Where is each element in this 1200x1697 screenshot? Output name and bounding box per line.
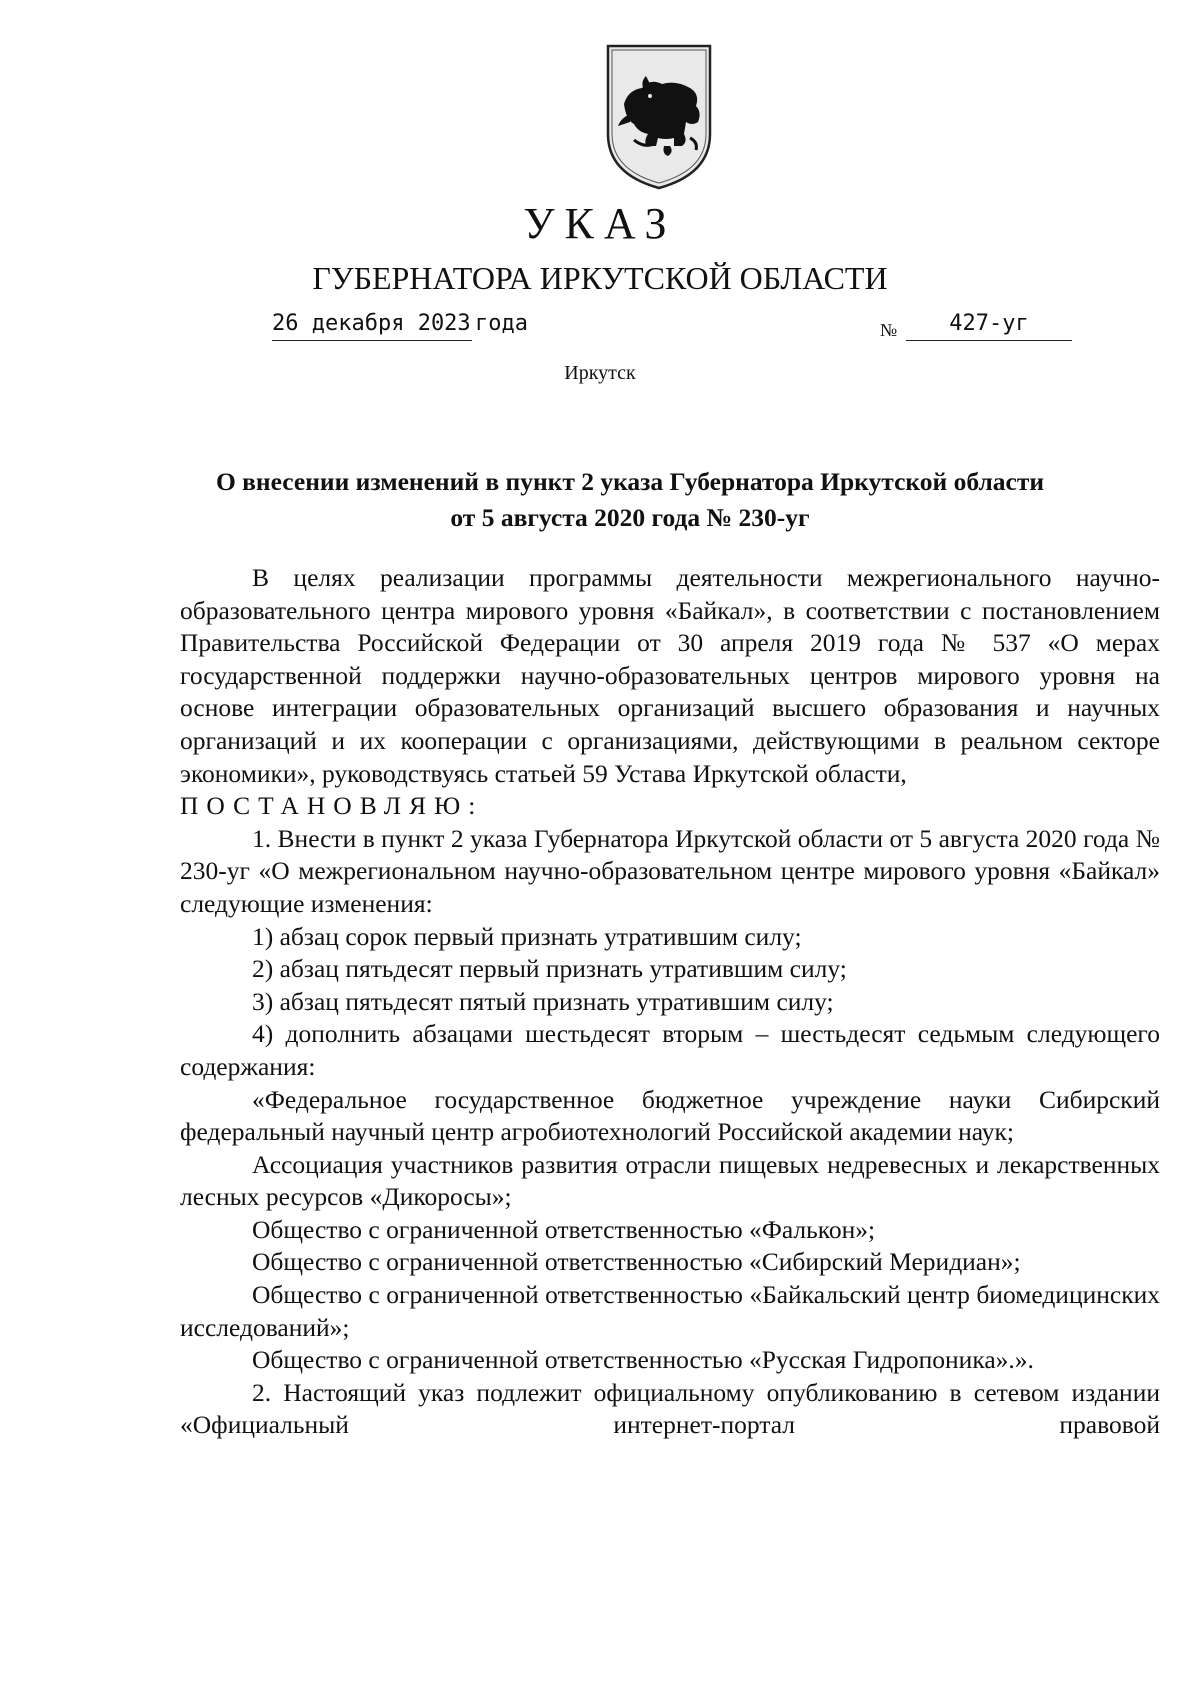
document-date-block: [272, 308, 472, 344]
item-1-paragraph: 1. Внести в пункт 2 указа Губернатора Иркутской области от 5 августа 2020 года № 230-уг «О межрегиональном научно-образовательном центре мирового уровня «Байкал» следующие изменения:: [180, 823, 1160, 918]
document-city: Иркутск: [564, 362, 636, 384]
quoted-paragraph-2: Ассоциация участников развития отрасли пищевых недревесных и лекарственных лесных ресурсов «Дикоросы»;: [180, 1149, 1160, 1212]
subitem-1: 1) абзац сорок первый признать утратившим силу;: [252, 921, 802, 951]
quoted-paragraph-1: «Федеральное государственное бюджетное учреждение науки Сибирский федеральный научный центр агробиотехнологий Российской академии наук;: [180, 1084, 1160, 1147]
item-2-paragraph: 2. Настоящий указ подлежит официальному опубликованию в сетевом издании «Официальный интернет-портал правовой: [180, 1377, 1160, 1440]
document-body: [180, 562, 1160, 1442]
subitem-4: 4) дополнить абзацами шестьдесят вторым – шестьдесят седьмым следующего содержания:: [180, 1019, 1160, 1081]
heading-line-2: от 5 августа 2020 года № 230-уг: [450, 503, 810, 532]
coat-of-arms-icon: [604, 42, 714, 192]
decree-word: ПОСТАНОВЛЯЮ:: [180, 791, 484, 821]
document-type-title: УКАЗ: [523, 199, 677, 248]
quoted-paragraph-3: Общество с ограниченной ответственностью «Фалькон»;: [252, 1214, 876, 1244]
quoted-paragraph-6: Общество с ограниченной ответственностью «Русская Гидропоника».».: [252, 1345, 1034, 1375]
document-number: 427-уг: [906, 308, 1072, 341]
document-date-suffix: года: [475, 311, 528, 336]
irkutsk-coat-of-arms-icon: [604, 42, 714, 192]
preamble-paragraph: В целях реализации программы деятельности межрегионального научно-образовательного центра мирового уровня «Байкал», в соответствии с постановлением Правительства Российской Федерации от 30 апреля 2019 года № 537 «О мерах государственной поддержки научно-образовательных центров мирового уровня на основе интеграции образовательных организаций высшего образования и научных организаций и их кооперации с организациями, действующими в реальном секторе экономики», руководствуясь статьей 59 Устава Иркутской области,: [180, 563, 1160, 788]
document-heading: [150, 464, 1110, 536]
document-date: 26 декабря 2023: [272, 308, 472, 341]
issuer-title: ГУБЕРНАТОРА ИРКУТСКОЙ ОБЛАСТИ: [312, 260, 888, 296]
heading-line-1: О внесении изменений в пункт 2 указа Губернатора Иркутской области: [215, 467, 1045, 496]
subitem-3: 3) абзац пятьдесят пятый признать утратившим силу;: [252, 986, 834, 1016]
subitem-2: 2) абзац пятьдесят первый признать утратившим силу;: [252, 954, 847, 984]
quoted-paragraph-4: Общество с ограниченной ответственностью «Сибирский Меридиан»;: [252, 1247, 1021, 1277]
quoted-paragraph-5: Общество с ограниченной ответственностью «Байкальский центр биомедицинских исследований»;: [180, 1280, 1160, 1342]
document-number-label: №: [880, 320, 898, 340]
